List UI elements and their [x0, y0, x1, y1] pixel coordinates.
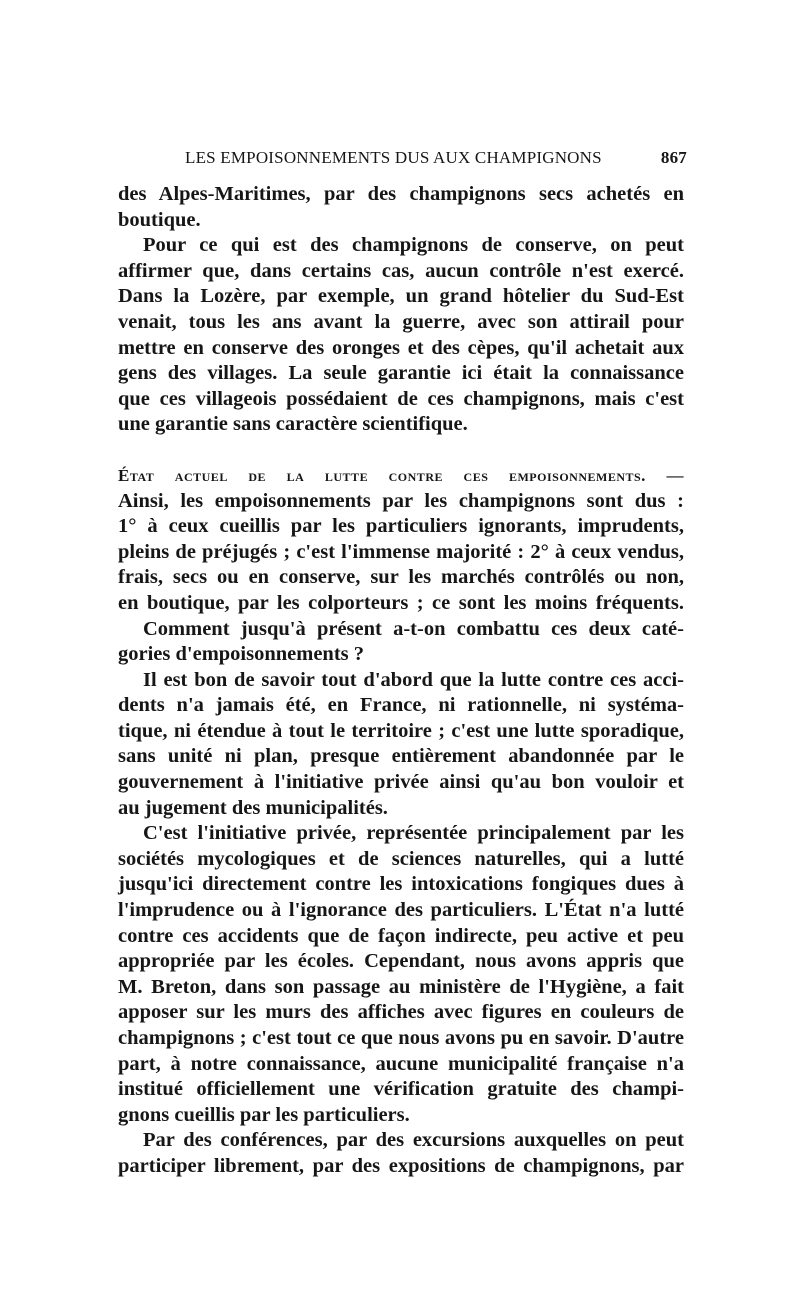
text-line: gnons cueillis par les particuliers.	[118, 1103, 410, 1126]
text-line: part, à notre connaissance, aucune municipalité française n'a	[118, 1052, 684, 1075]
text-line: Comment jusqu'à présent a-t-on combattu ces deux caté-	[143, 617, 684, 640]
text-line: frais, secs ou en conserve, sur les marchés contrôlés ou non,	[118, 566, 684, 589]
text-line: pleins de préjugés ; c'est l'immense majorité : 2° à ceux vendus,	[118, 540, 684, 563]
paragraph	[118, 617, 684, 668]
text-line: l'imprudence ou à l'ignorance des particuliers. L'État n'a lutté	[118, 899, 684, 922]
text-line: au jugement des municipalités.	[118, 796, 388, 819]
text-line: institué officiellement une vérification gratuite des champi-	[118, 1078, 684, 1101]
text-line: C'est l'initiative privée, représentée principalement par les	[143, 822, 684, 845]
text-line: en boutique, par les colporteurs ; ce sont les moins fréquents.	[118, 591, 684, 614]
text-line: que ces villageois possédaient de ces champignons, mais c'est	[118, 387, 684, 410]
text-line: Par des conférences, par des excursions auxquelles on peut	[143, 1129, 684, 1152]
text-line: sociétés mycologiques et de sciences naturelles, qui a lutté	[118, 847, 684, 870]
page-number: 867	[660, 148, 687, 167]
text-line: 1° à ceux cueillis par les particuliers ignorants, imprudents,	[118, 515, 684, 538]
text-line: participer librement, par des expositions de champignons, par	[118, 1154, 684, 1177]
text-line: dents n'a jamais été, en France, ni rationnelle, ni systéma-	[118, 694, 684, 717]
running-title: LES EMPOISONNEMENTS DUS AUX CHAMPIGNONS	[185, 148, 602, 167]
text-line: Il est bon de savoir tout d'abord que la lutte contre ces acci-	[143, 668, 684, 691]
text-line: boutique.	[118, 208, 201, 231]
text-line: appropriée par les écoles. Cependant, nous avons appris que	[118, 950, 684, 973]
text-line: une garantie sans caractère scientifique.	[118, 413, 468, 436]
text-line: sans unité ni plan, presque entièrement abandonnée par le	[118, 745, 684, 768]
text-line: venait, tous les ans avant la guerre, avec son attirail pour	[118, 310, 684, 333]
text-line: Dans la Lozère, par exemple, un grand hôtelier du Sud-Est	[118, 285, 684, 308]
paragraph	[118, 489, 684, 617]
section-gap	[118, 438, 684, 463]
text-line: contre ces accidents que de façon indirecte, peu active et peu	[118, 924, 684, 947]
section-heading: État actuel de la lutte contre ces empoisonnements. —	[118, 465, 684, 485]
text-line: Pour ce qui est des champignons de conserve, on peut	[143, 234, 684, 257]
text-line: gens des villages. La seule garantie ici était la connaissance	[118, 362, 684, 385]
paragraph	[118, 233, 684, 438]
body-text	[118, 182, 684, 1180]
text-line: apposer sur les murs des affiches avec figures en couleurs de	[118, 1001, 684, 1024]
paragraph	[118, 821, 684, 1128]
text-line: gouvernement à l'initiative privée ainsi qu'au bon vouloir et	[118, 771, 684, 794]
text-line: affirmer que, dans certains cas, aucun contrôle n'est exercé.	[118, 259, 684, 282]
paragraph	[118, 182, 684, 233]
text-line: jusqu'ici directement contre les intoxications fongiques dues à	[118, 873, 684, 896]
paragraph	[118, 1128, 684, 1179]
text-line: Ainsi, les empoisonnements par les champignons sont dus :	[118, 489, 684, 512]
text-line: tique, ni étendue à tout le territoire ; c'est une lutte sporadique,	[118, 719, 684, 742]
paragraph	[118, 668, 684, 822]
text-line: gories d'empoisonnements ?	[118, 643, 364, 666]
text-line: mettre en conserve des oronges et des cèpes, qu'il achetait aux	[118, 336, 684, 359]
text-line: champignons ; c'est tout ce que nous avons pu en savoir. D'autre	[118, 1027, 684, 1049]
text-line: M. Breton, dans son passage au ministère de l'Hygiène, a fait	[118, 975, 684, 998]
text-line: des Alpes-Maritimes, par des champignons secs achetés en	[118, 183, 684, 205]
